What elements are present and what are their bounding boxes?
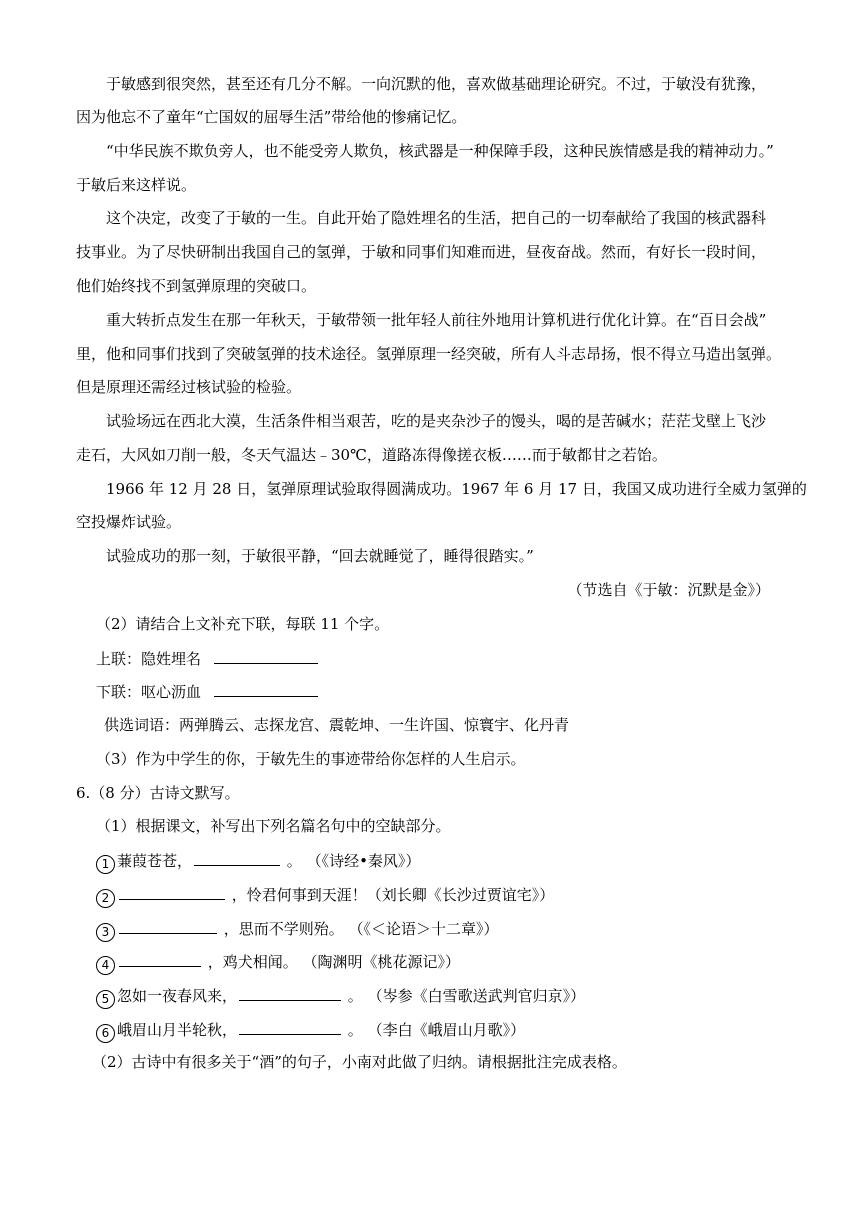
- circled-number: 3: [96, 923, 115, 942]
- question-6-sub2: （2）古诗中有很多关于“酒”的句子，小南对此做了归纳。请根据批注完成表格。: [92, 1053, 627, 1071]
- answer-blank[interactable]: [214, 681, 318, 697]
- recitation-item-4: 4 ，鸡犬相闻。 （陶渊明《桃花源记》）: [96, 951, 460, 975]
- passage-line: 但是原理还需经过核试验的检验。: [76, 378, 302, 396]
- upper-couplet-label: 上联：隐姓埋名: [96, 650, 202, 668]
- answer-blank[interactable]: [119, 918, 217, 934]
- answer-blank[interactable]: [214, 648, 318, 664]
- circled-number: 6: [96, 1024, 115, 1043]
- answer-blank[interactable]: [239, 985, 341, 1001]
- recitation-item-6: 6 峨眉山月半轮秋， 。 （李白《峨眉山月歌》）: [96, 1019, 525, 1043]
- answer-blank[interactable]: [239, 1019, 341, 1035]
- passage-line: 试验场远在西北大漠，生活条件相当艰苦，吃的是夹杂沙子的馒头，喝的是苦碱水；茫茫戈壁上飞沙: [106, 412, 767, 430]
- question-3-prompt: （3）作为中学生的你，于敏先生的事迹带给你怎样的人生启示。: [96, 750, 526, 768]
- question-2-prompt: （2）请结合上文补充下联，每联 11 个字。: [96, 615, 390, 633]
- passage-line: 空投爆炸试验。: [76, 513, 182, 531]
- circled-number: 5: [96, 990, 115, 1009]
- passage-line: 因为他忘不了童年“亡国奴的屈辱生活”带给他的惨痛记忆。: [76, 108, 467, 126]
- passage-line: 这个决定，改变了于敏的一生。自此开始了隐姓埋名的生活，把自己的一切奉献给了我国的核武器科: [106, 209, 767, 227]
- passage-line: 走石，大风如刀削一般，冬天气温达﹣30℃，道路冻得像搓衣板……而于敏都甘之若饴。: [76, 446, 667, 464]
- passage-source: （节选自《于敏：沉默是金》）: [567, 581, 770, 599]
- question-6-sub1: （1）根据课文，补写出下列名篇名句中的空缺部分。: [96, 817, 451, 835]
- passage-line: 里，他和同事们找到了突破氢弹的技术途径。氢弹原理一经突破，所有人斗志昂扬，恨不得立马造出氢弹。: [76, 345, 782, 363]
- passage-line: 重大转折点发生在那一年秋天，于敏带领一批年轻人前往外地用计算机进行优化计算。在“百日会战”: [106, 311, 767, 329]
- recitation-item-2: 2 ，怜君何事到天涯！（刘长卿《长沙过贾谊宅》）: [96, 884, 554, 908]
- recitation-item-5: 5 忽如一夜春风来， 。 （岑参《白雪歌送武判官归京》）: [96, 985, 585, 1009]
- lower-couplet-label: 下联：呕心沥血: [96, 683, 202, 701]
- circled-number: 2: [96, 889, 115, 908]
- passage-line: “中华民族不欺负旁人，也不能受旁人欺负，核武器是一种保障手段，这种民族情感是我的精神动力。”: [106, 142, 774, 160]
- circled-number: 4: [96, 956, 115, 975]
- circled-number: 1: [96, 855, 115, 874]
- passage-line: 他们始终找不到氢弹原理的突破口。: [76, 277, 317, 295]
- passage-line: 于敏后来这样说。: [76, 176, 197, 194]
- recitation-item-3: 3 ，思而不学则殆。 （《＜论语＞十二章》）: [96, 918, 499, 942]
- passage-line: 技事业。为了尽快研制出我国自己的氢弹，于敏和同事们知难而进，昼夜奋战。然而，有好长一段时间，: [76, 243, 767, 261]
- answer-blank[interactable]: [119, 884, 225, 900]
- word-choices: 供选词语：两弹腾云、志探龙宫、震乾坤、一生许国、惊寰宇、化丹青: [104, 716, 570, 734]
- passage-line: 1966 年 12 月 28 日，氢弹原理试验取得圆满成功。1967 年 6 月 17 日，我国又成功进行全威力氢弹的: [106, 480, 807, 498]
- answer-blank[interactable]: [194, 850, 280, 866]
- upper-couplet: [96, 648, 320, 669]
- question-6-title: 6.（8 分）古诗文默写。: [76, 784, 240, 802]
- lower-couplet: [96, 681, 320, 702]
- recitation-item-1: 1 蒹葭苍苍， 。 （《诗经•秦风》）: [96, 850, 420, 874]
- passage-line: 于敏感到很突然，甚至还有几分不解。一向沉默的他，喜欢做基础理论研究。不过，于敏没有犹豫，: [106, 75, 767, 93]
- passage-line: 试验成功的那一刻，于敏很平静，“回去就睡觉了，睡得很踏实。”: [106, 547, 534, 565]
- answer-blank[interactable]: [119, 951, 201, 967]
